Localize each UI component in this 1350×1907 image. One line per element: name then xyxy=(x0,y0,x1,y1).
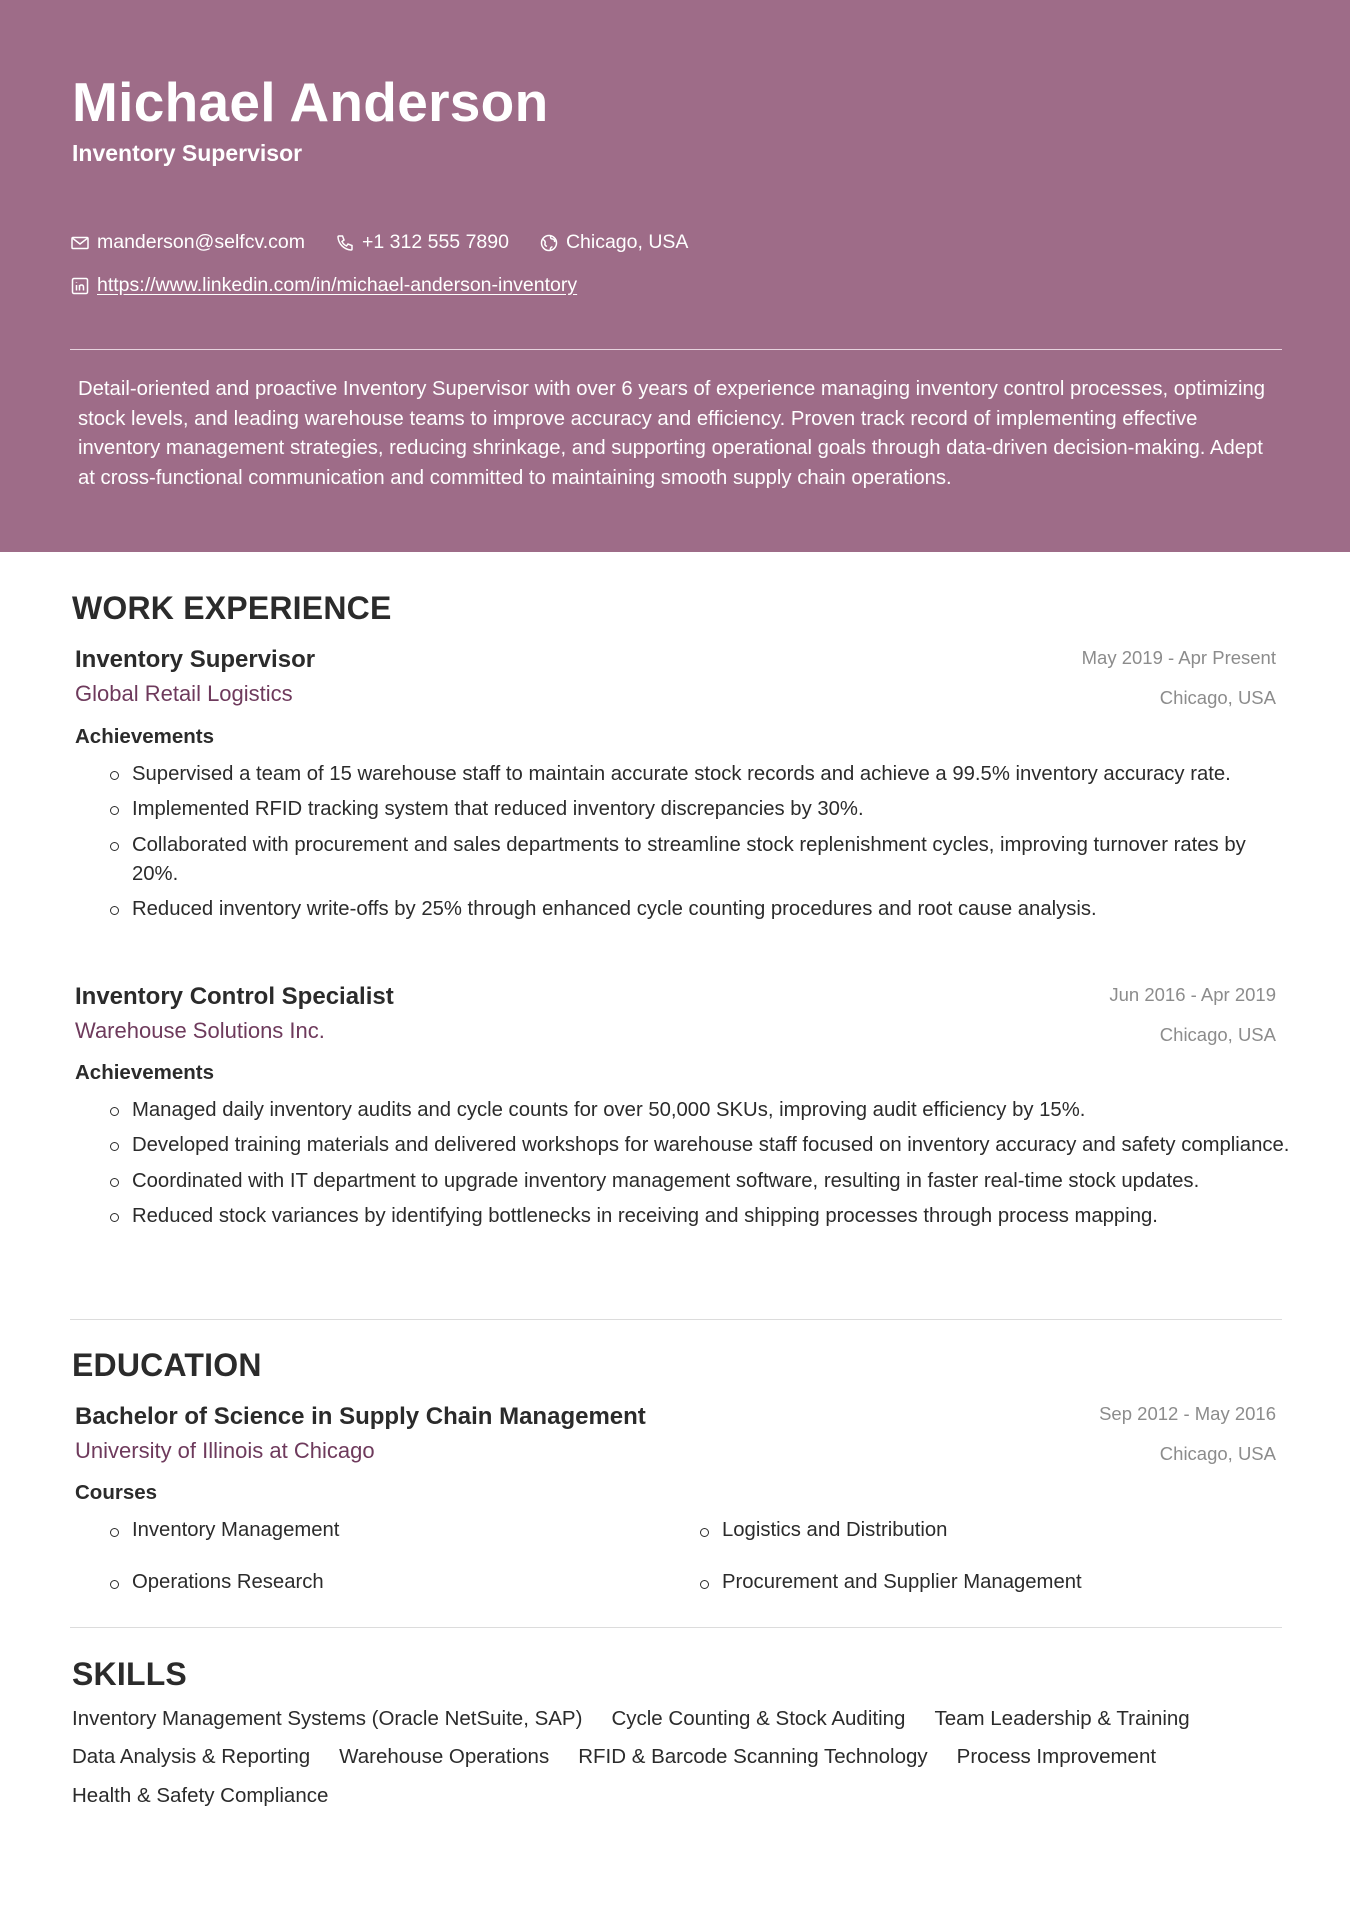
skill-item: Inventory Management Systems (Oracle NetSuite, SAP) xyxy=(72,1707,583,1730)
linkedin-contact[interactable] xyxy=(70,274,577,297)
phone-text: +1 312 555 7890 xyxy=(362,231,509,253)
courses-heading: Courses xyxy=(75,1481,158,1504)
job-location: Chicago, USA xyxy=(1159,687,1276,708)
email-text: manderson@selfcv.com xyxy=(97,231,306,253)
section-divider xyxy=(70,1319,1282,1320)
email-contact[interactable] xyxy=(70,231,305,254)
achievements-heading: Achievements xyxy=(75,1061,215,1084)
company-name: Global Retail Logistics xyxy=(75,681,293,706)
list-item: Supervised a team of 15 warehouse staff to maintain accurate stock records and achieve a 99.5% inventory accuracy rate. xyxy=(110,760,1290,790)
skill-item: Health & Safety Compliance xyxy=(72,1783,329,1807)
list-item: Collaborated with procurement and sales departments to streamline stock replenishment cycles, improving turnover rates by 20%. xyxy=(110,831,1290,890)
job-location: Chicago, USA xyxy=(1159,1024,1276,1045)
resume-header xyxy=(0,0,1350,552)
list-item: Reduced stock variances by identifying bottlenecks in receiving and shipping processes through process mapping. xyxy=(110,1202,1290,1232)
location-contact xyxy=(539,231,688,254)
achievements-list xyxy=(110,1096,1290,1237)
skills-list xyxy=(72,1706,1287,1821)
achievements-heading: Achievements xyxy=(75,725,215,748)
job-dates: May 2019 - Apr Present xyxy=(1081,647,1276,668)
candidate-title: Inventory Supervisor xyxy=(72,140,303,166)
envelope-icon xyxy=(70,233,90,253)
skills-heading: SKILLS xyxy=(72,1656,187,1692)
skill-item: Data Analysis & Reporting xyxy=(72,1745,311,1769)
job-dates: Jun 2016 - Apr 2019 xyxy=(1109,984,1276,1005)
course-item: Operations Research xyxy=(110,1571,324,1594)
contact-row xyxy=(70,231,718,254)
skill-item: Cycle Counting & Stock Auditing xyxy=(611,1707,906,1730)
list-item: Managed daily inventory audits and cycle counts for over 50,000 SKUs, improving audit efficiency by 15%. xyxy=(110,1096,1290,1126)
phone-contact[interactable] xyxy=(335,231,509,254)
course-item: Logistics and Distribution xyxy=(700,1519,947,1542)
location-text: Chicago, USA xyxy=(565,231,689,253)
skill-item: Process Improvement xyxy=(956,1745,1157,1769)
course-item: Inventory Management xyxy=(110,1519,339,1542)
linkedin-link[interactable]: https://www.linkedin.com/in/michael-anderson-inventory xyxy=(97,274,578,296)
work-experience-heading: WORK EXPERIENCE xyxy=(72,590,392,626)
linkedin-icon xyxy=(70,276,90,296)
education-location: Chicago, USA xyxy=(1159,1443,1276,1464)
list-item: Reduced inventory write-offs by 25% through enhanced cycle counting procedures and root cause analysis. xyxy=(110,895,1290,925)
company-name: Warehouse Solutions Inc. xyxy=(75,1018,325,1043)
globe-icon xyxy=(539,233,559,253)
phone-icon xyxy=(335,233,355,253)
skill-item: Warehouse Operations xyxy=(339,1745,550,1769)
degree-title: Bachelor of Science in Supply Chain Management xyxy=(75,1403,646,1430)
header-divider xyxy=(70,349,1282,350)
linkedin-row xyxy=(70,274,607,297)
skill-item: RFID & Barcode Scanning Technology xyxy=(578,1745,928,1769)
education-dates: Sep 2012 - May 2016 xyxy=(1099,1403,1276,1424)
achievements-list xyxy=(110,760,1290,931)
course-item: Procurement and Supplier Management xyxy=(700,1571,1082,1594)
profile-summary: Detail-oriented and proactive Inventory Supervisor with over 6 years of experience managing inventory control processes, optimizing stock levels, and leading warehouse teams to improve accuracy and efficiency. Proven track record of implementing effective inventory management strategies, reducing shrinkage, and supporting operational goals through data-driven decision-making. Adept at cross-functional communication and committed to maintaining smooth supply chain operations. xyxy=(78,378,1266,489)
education-heading: EDUCATION xyxy=(72,1347,262,1383)
list-item: Implemented RFID tracking system that reduced inventory discrepancies by 30%. xyxy=(110,795,1290,825)
school-name: University of Illinois at Chicago xyxy=(75,1438,375,1463)
section-divider xyxy=(70,1627,1282,1628)
list-item: Coordinated with IT department to upgrade inventory management software, resulting in faster real-time stock updates. xyxy=(110,1167,1290,1197)
candidate-name: Michael Anderson xyxy=(72,71,549,133)
list-item: Developed training materials and delivered workshops for warehouse staff focused on inventory accuracy and safety compliance. xyxy=(110,1131,1290,1161)
job-title: Inventory Supervisor xyxy=(75,646,316,673)
skill-item: Team Leadership & Training xyxy=(934,1707,1190,1730)
job-title: Inventory Control Specialist xyxy=(75,983,394,1010)
